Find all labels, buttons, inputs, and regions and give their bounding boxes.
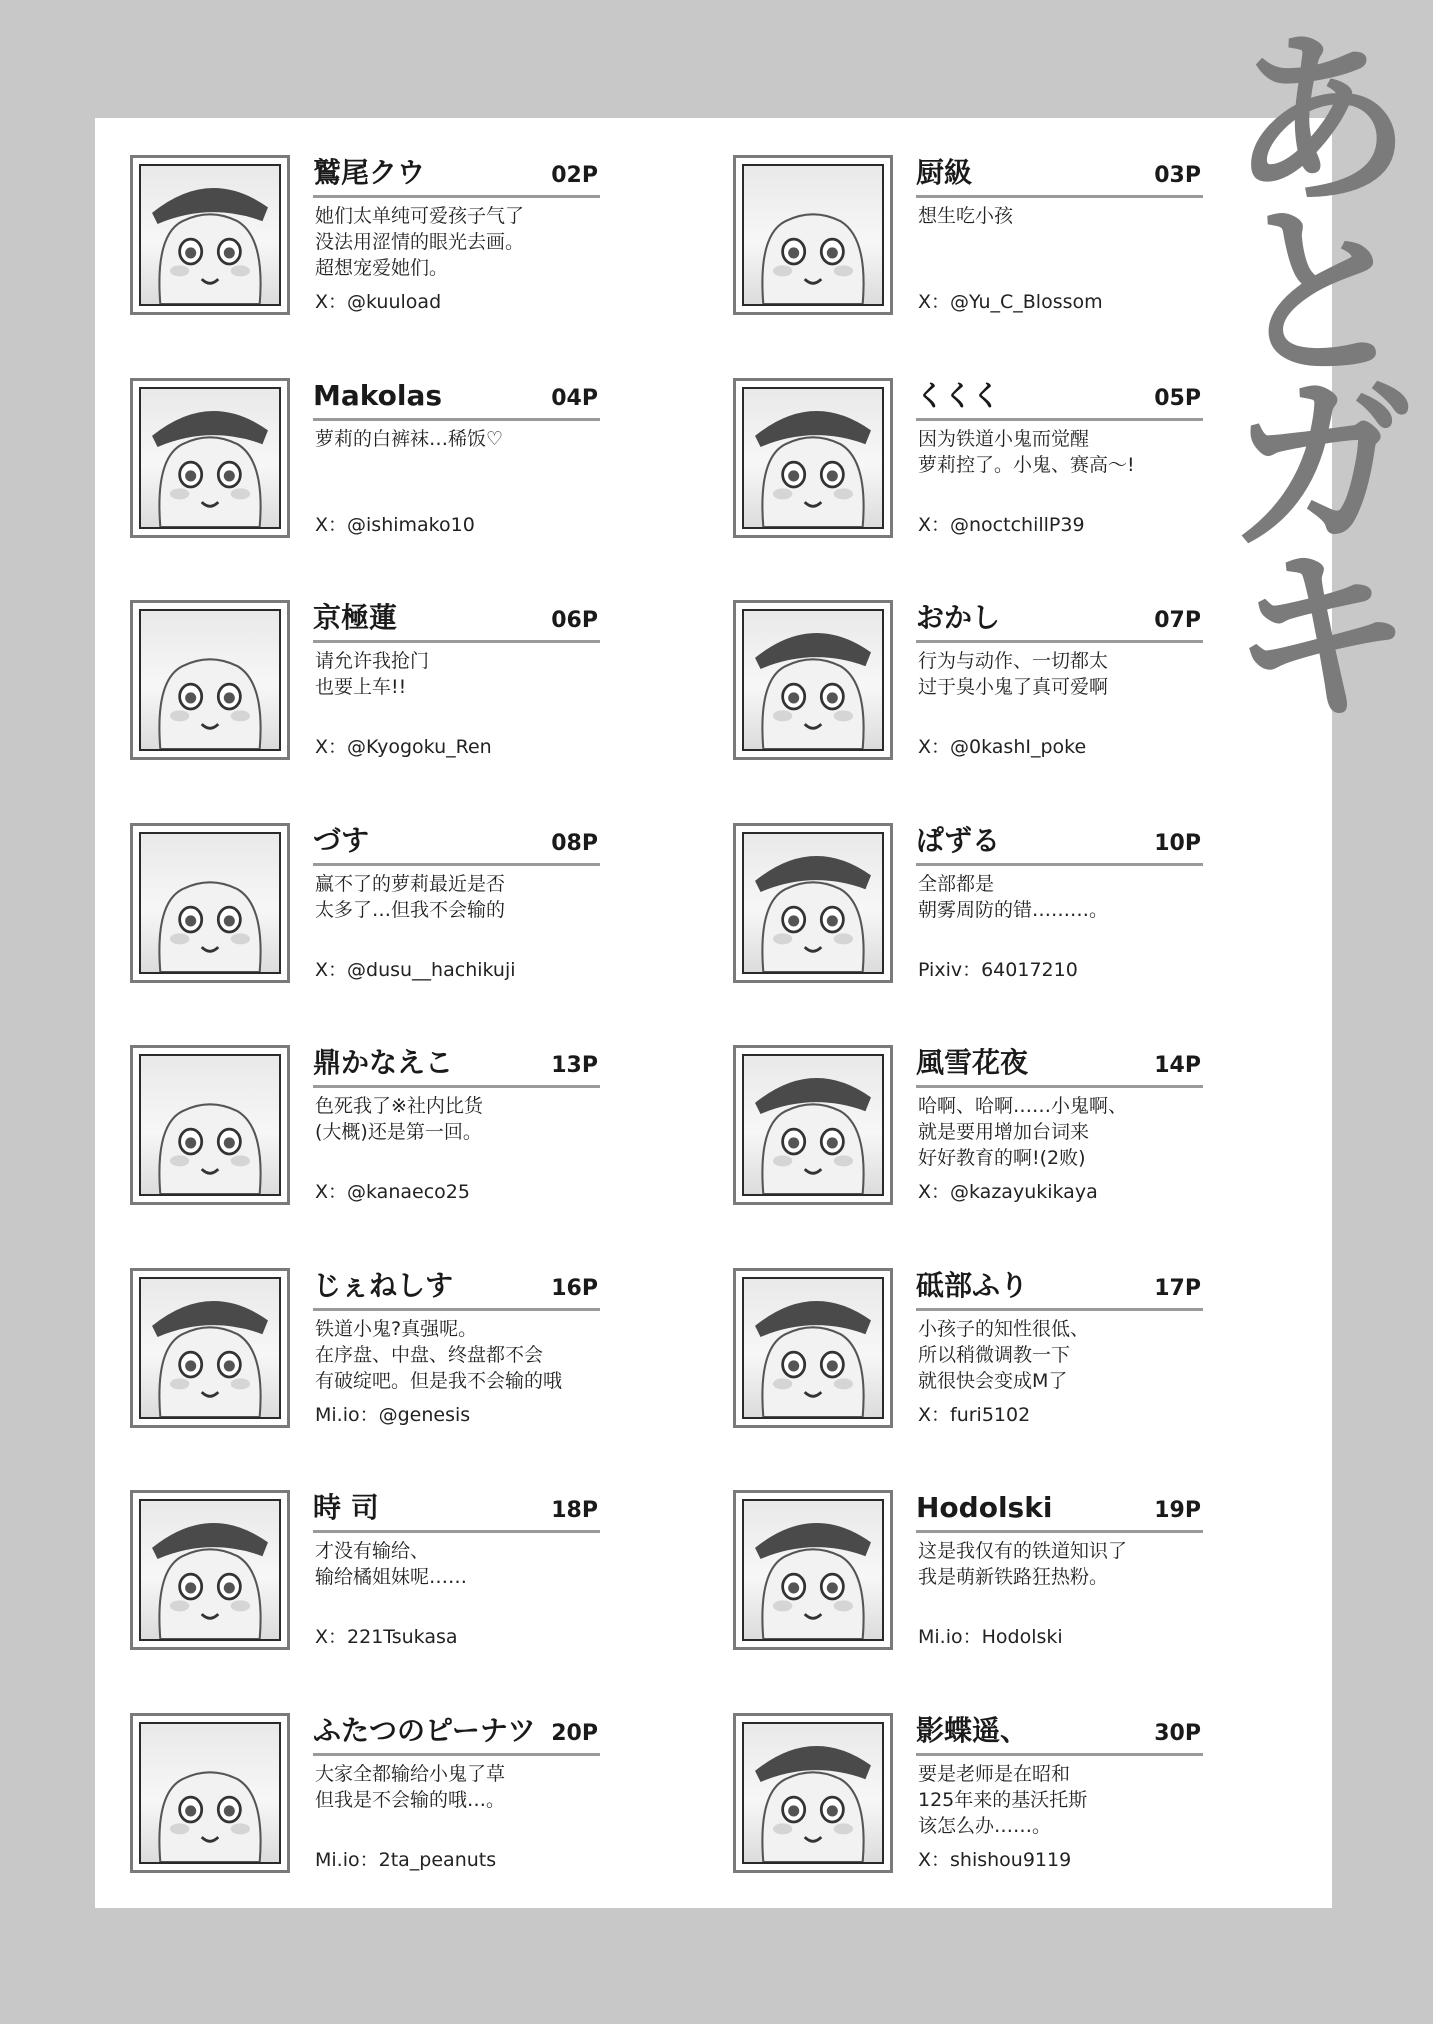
- artist-name: じぇねしす: [313, 1269, 454, 1302]
- artist-name: ふたつのピーナツ: [313, 1714, 536, 1747]
- artist-account: X：@kuuload: [315, 291, 442, 313]
- comment-line: 好好教育的啊!(2败): [918, 1147, 1086, 1169]
- artist-comment: [315, 1761, 600, 1813]
- page-number: 08P: [551, 831, 598, 856]
- artist-portrait: [733, 1490, 893, 1650]
- comment-line: 想生吃小孩: [918, 205, 1014, 227]
- artist-portrait: [130, 823, 290, 983]
- artist-portrait: [733, 378, 893, 538]
- artist-portrait: [130, 1045, 290, 1205]
- comment-line: 超想宠爱她们。: [315, 257, 449, 279]
- artist-header: [916, 600, 1203, 643]
- artist-info: [313, 823, 600, 983]
- portrait-illustration: [139, 609, 281, 751]
- artist-header: [916, 378, 1203, 421]
- portrait-illustration: [742, 832, 884, 974]
- artist-comment: [315, 203, 600, 281]
- credit-entry: [130, 1490, 600, 1650]
- artist-header: [916, 1713, 1203, 1756]
- artist-name: 砥部ふり: [916, 1269, 1029, 1302]
- artist-account: X：@noctchillP39: [918, 514, 1085, 536]
- artist-comment: [315, 426, 600, 452]
- comment-line: 全部都是: [918, 873, 995, 895]
- page-number: 19P: [1154, 1498, 1201, 1523]
- page-number: 10P: [1154, 831, 1201, 856]
- artist-name: づす: [313, 824, 370, 857]
- page-number: 05P: [1154, 386, 1201, 411]
- credit-entry: [733, 155, 1203, 315]
- artist-name: 京極蓮: [313, 601, 398, 634]
- comment-line: 赢不了的萝莉最近是否: [315, 873, 506, 895]
- portrait-illustration: [742, 387, 884, 529]
- artist-comment: [315, 648, 600, 700]
- credit-entry: [130, 1268, 600, 1428]
- portrait-illustration: [742, 1722, 884, 1864]
- artist-account: X：@Yu_C_Blossom: [918, 291, 1103, 313]
- comment-line: 就是要用增加台词来: [918, 1121, 1090, 1143]
- comment-line: 大家全都输给小鬼了草: [315, 1763, 506, 1785]
- page-number: 17P: [1154, 1276, 1201, 1301]
- comment-line: 哈啊、哈啊……小鬼啊、: [918, 1095, 1128, 1117]
- artist-comment: [918, 1538, 1203, 1590]
- artist-comment: [918, 1761, 1203, 1839]
- artist-header: [313, 1713, 600, 1756]
- comment-line: 我是萌新铁路狂热粉。: [918, 1566, 1109, 1588]
- credit-entry: [733, 1045, 1203, 1205]
- page-number: 16P: [551, 1276, 598, 1301]
- comment-line: 该怎么办……。: [918, 1815, 1052, 1837]
- page-number: 02P: [551, 163, 598, 188]
- artist-portrait: [130, 378, 290, 538]
- artist-account: X：@Kyogoku_Ren: [315, 736, 492, 758]
- artist-info: [916, 823, 1203, 983]
- artist-name: Hodolski: [916, 1491, 1053, 1524]
- artist-name: 厨級: [916, 156, 973, 189]
- credit-entry: [130, 378, 600, 538]
- artist-info: [916, 378, 1203, 538]
- artist-account: X：221Tsukasa: [315, 1626, 458, 1648]
- comment-line: 萝莉控了。小鬼、赛高～!: [918, 454, 1135, 476]
- artist-info: [313, 600, 600, 760]
- artist-account: X：furi5102: [918, 1404, 1031, 1426]
- artist-portrait: [733, 1268, 893, 1428]
- artist-account: X：@kanaeco25: [315, 1181, 470, 1203]
- artist-account: Pixiv：64017210: [918, 959, 1078, 981]
- credit-entry: [733, 1268, 1203, 1428]
- artist-account: Mi.io：Hodolski: [918, 1626, 1063, 1648]
- artist-info: [916, 600, 1203, 760]
- artist-info: [916, 1268, 1203, 1428]
- artist-header: [313, 378, 600, 421]
- artist-account: Mi.io：@genesis: [315, 1404, 471, 1426]
- portrait-illustration: [139, 1277, 281, 1419]
- artist-name: ぱずる: [916, 824, 1001, 857]
- artist-header: [313, 1490, 600, 1533]
- artist-comment: [918, 1093, 1203, 1171]
- artist-comment: [315, 1316, 600, 1394]
- artist-header: [313, 155, 600, 198]
- comment-line: 但我是不会输的哦…。: [315, 1789, 506, 1811]
- artist-header: [916, 155, 1203, 198]
- comment-line: 也要上车!!: [315, 676, 407, 698]
- artist-info: [916, 1713, 1203, 1873]
- credit-entry: [130, 823, 600, 983]
- artist-name: 鷲尾クウ: [313, 156, 426, 189]
- comment-line: 在序盘、中盘、终盘都不会: [315, 1344, 544, 1366]
- artist-account: Mi.io：2ta_peanuts: [315, 1849, 497, 1871]
- portrait-illustration: [139, 387, 281, 529]
- artist-portrait: [130, 155, 290, 315]
- credit-entry: [733, 600, 1203, 760]
- comment-line: 有破绽吧。但是我不会输的哦: [315, 1370, 563, 1392]
- portrait-illustration: [139, 1499, 281, 1641]
- portrait-illustration: [139, 1722, 281, 1864]
- comment-line: 这是我仅有的铁道知识了: [918, 1540, 1128, 1562]
- credit-entry: [130, 1045, 600, 1205]
- artist-comment: [315, 1538, 600, 1590]
- comment-line: 萝莉的白裤袜…稀饭♡: [315, 428, 504, 450]
- credit-entry: [733, 1713, 1203, 1873]
- artist-info: [313, 1045, 600, 1205]
- artist-header: [916, 1490, 1203, 1533]
- comment-line: 没法用涩情的眼光去画。: [315, 231, 525, 253]
- artist-portrait: [130, 1713, 290, 1873]
- artist-portrait: [130, 1268, 290, 1428]
- artist-account: X：@0kashI_poke: [918, 736, 1087, 758]
- comment-line: 铁道小鬼?真强呢。: [315, 1318, 478, 1340]
- comment-line: 请允许我抢门: [315, 650, 430, 672]
- page-number: 07P: [1154, 608, 1201, 633]
- comment-line: 朝雾周防的错………。: [918, 899, 1109, 921]
- credit-entry: [130, 155, 600, 315]
- artist-name: くくく: [916, 379, 1001, 412]
- page-number: 18P: [551, 1498, 598, 1523]
- comment-line: 125年来的基沃托斯: [918, 1789, 1088, 1811]
- comment-line: 就很快会变成M了: [918, 1370, 1068, 1392]
- artist-comment: [918, 203, 1203, 229]
- page-number: 04P: [551, 386, 598, 411]
- artist-header: [916, 823, 1203, 866]
- page-number: 03P: [1154, 163, 1201, 188]
- portrait-illustration: [139, 1054, 281, 1196]
- artist-comment: [918, 1316, 1203, 1394]
- artist-name: Makolas: [313, 379, 443, 412]
- artist-info: [313, 378, 600, 538]
- credit-entry: [733, 378, 1203, 538]
- artist-name: 時 司: [313, 1491, 379, 1524]
- comment-line: 输给橘姐妹呢……: [315, 1566, 468, 1588]
- page-number: 30P: [1154, 1721, 1201, 1746]
- artist-portrait: [733, 1713, 893, 1873]
- artist-header: [916, 1268, 1203, 1311]
- artist-header: [313, 823, 600, 866]
- artist-portrait: [733, 155, 893, 315]
- comment-line: 要是老师是在昭和: [918, 1763, 1071, 1785]
- comment-line: 才没有输给、: [315, 1540, 430, 1562]
- artist-account: X：shishou9119: [918, 1849, 1072, 1871]
- artist-info: [313, 1268, 600, 1428]
- portrait-illustration: [742, 609, 884, 751]
- artist-header: [916, 1045, 1203, 1088]
- comment-line: 所以稍微调教一下: [918, 1344, 1071, 1366]
- comment-line: 太多了…但我不会输的: [315, 899, 506, 921]
- artist-portrait: [130, 1490, 290, 1650]
- comment-line: 因为铁道小鬼而觉醒: [918, 428, 1090, 450]
- comment-line: (大概)还是第一回。: [315, 1121, 482, 1143]
- page-number: 06P: [551, 608, 598, 633]
- artist-info: [916, 1490, 1203, 1650]
- artist-portrait: [733, 600, 893, 760]
- artist-account: X：@dusu__hachikuji: [315, 959, 516, 981]
- artist-comment: [918, 648, 1203, 700]
- artist-comment: [918, 426, 1203, 478]
- artist-header: [313, 600, 600, 643]
- page-number: 20P: [551, 1721, 598, 1746]
- comment-line: 色死我了※社内比货: [315, 1095, 483, 1117]
- credit-entry: [733, 823, 1203, 983]
- artist-info: [916, 155, 1203, 315]
- artist-portrait: [130, 600, 290, 760]
- portrait-illustration: [139, 164, 281, 306]
- page-number: 13P: [551, 1053, 598, 1078]
- portrait-illustration: [139, 832, 281, 974]
- comment-line: 过于臭小鬼了真可爱啊: [918, 676, 1109, 698]
- portrait-illustration: [742, 1054, 884, 1196]
- credit-entry: [130, 1713, 600, 1873]
- artist-portrait: [733, 1045, 893, 1205]
- page-number: 14P: [1154, 1053, 1201, 1078]
- artist-name: おかし: [916, 601, 1001, 634]
- artist-comment: [315, 1093, 600, 1145]
- artist-info: [916, 1045, 1203, 1205]
- portrait-illustration: [742, 1499, 884, 1641]
- portrait-illustration: [742, 1277, 884, 1419]
- credit-entry: [130, 600, 600, 760]
- artist-comment: [918, 871, 1203, 923]
- credit-entry: [733, 1490, 1203, 1650]
- comment-line: 行为与动作、一切都太: [918, 650, 1109, 672]
- artist-account: X：@ishimako10: [315, 514, 475, 536]
- artist-name: 風雪花夜: [916, 1046, 1029, 1079]
- artist-account: X：@kazayukikaya: [918, 1181, 1098, 1203]
- artist-info: [313, 155, 600, 315]
- page-title: あとガキ: [1195, 20, 1416, 708]
- artist-header: [313, 1268, 600, 1311]
- comment-line: 小孩子的知性很低、: [918, 1318, 1090, 1340]
- artist-name: 影蝶遥、: [916, 1714, 1029, 1747]
- artist-info: [313, 1713, 600, 1873]
- artist-name: 鼎かなえこ: [313, 1046, 454, 1079]
- portrait-illustration: [742, 164, 884, 306]
- artist-header: [313, 1045, 600, 1088]
- artist-info: [313, 1490, 600, 1650]
- artist-portrait: [733, 823, 893, 983]
- comment-line: 她们太单纯可爱孩子气了: [315, 205, 525, 227]
- artist-comment: [315, 871, 600, 923]
